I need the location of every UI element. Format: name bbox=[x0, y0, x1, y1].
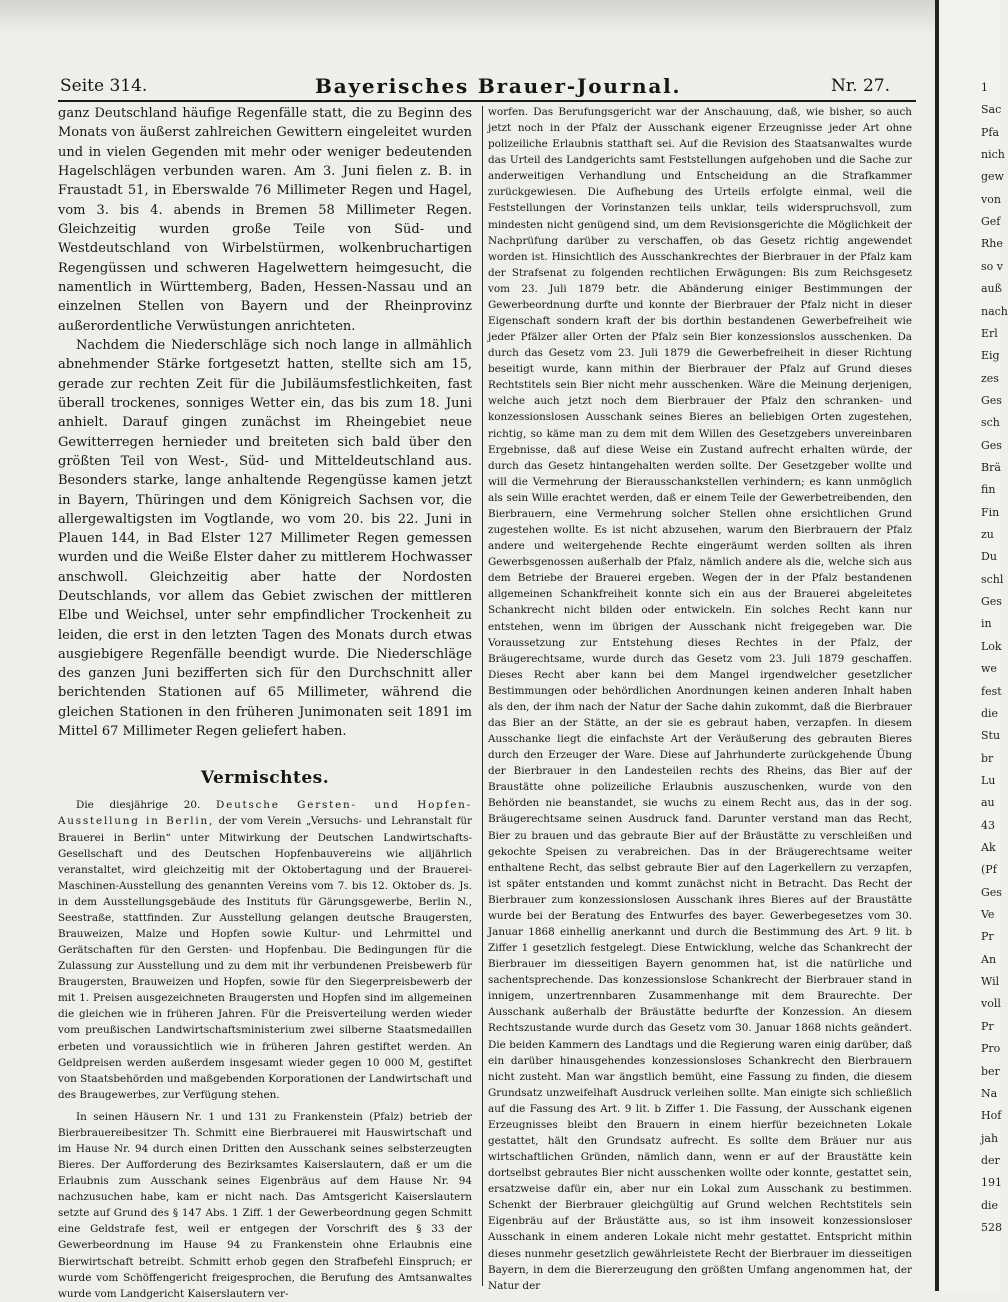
adjacent-page-fragment: Wil bbox=[981, 975, 1000, 989]
adjacent-page-fragment: zes bbox=[981, 371, 999, 385]
adjacent-page-fragment: Pro bbox=[981, 1042, 1001, 1056]
adjacent-page-fragment: auß bbox=[981, 282, 1002, 296]
weather-paragraph-1: ganz Deutschland häufige Regenfälle statt, die zu Beginn des Monats von äußerst zahlreichen Gewittern eingeleitet wurden und in vielen Gegenden mit mehr oder weniger bedeutenden Hagelschlägen verbunden waren. Am 3. Juni fielen z. B. in Fraustadt 51, in Eberswalde 76 Millimeter Regen und Hagel, vom 3. bis 4. abends in Bremen 58 Millimeter Regen. Gleichzeitig wurden große Teile von Süd- und Westdeutschland von Wirbelstürmen, wolkenbruchartigen Regengüssen und schweren Hagelwettern heimgesucht, die namentlich in Württemberg, Baden, Hessen-Nassau und an einzelnen Stellen von Bayern und der Rheinprovinz außerordentliche Verwüstungen anrichteten. bbox=[58, 106, 472, 334]
adjacent-page-fragment: Fin bbox=[981, 505, 1000, 519]
adjacent-page-fragment: voll bbox=[981, 997, 1001, 1011]
column-divider bbox=[482, 106, 483, 1286]
adjacent-page-fragment: (Pf bbox=[981, 863, 997, 877]
adjacent-page-fragment: 528 bbox=[981, 1221, 1002, 1234]
adjacent-page-fragment: Gef bbox=[981, 215, 1001, 229]
right-column bbox=[488, 104, 912, 1294]
page-top-shadow bbox=[0, 0, 1000, 34]
adjacent-page-fragment: Stu bbox=[981, 729, 1001, 743]
misc-paragraph-1-lead: Die diesjährige 20. bbox=[76, 799, 201, 812]
adjacent-page-fragment: 43 bbox=[981, 818, 995, 832]
adjacent-page-fragment: Ges bbox=[981, 393, 1002, 407]
court-ruling-paragraph: worfen. Das Berufungsgericht war der Anschauung, daß, wie bisher, so auch jetzt noch in der Pfalz der Ausschank eigener Erzeugnisse jeder Art ohne polizeiliche Erlaubnis statthaft sei. Auf die Revision des Staatsanwaltes wurde das Urteil des Landgerichts samt Feststellungen aufgehoben und die Sache zur anderweitigen Verhandlung und Entscheidung an die Strafkammer zurückgewiesen. Die Aufhebung des Urteils erfolgte einmal, weil die Feststellungen der Vorinstanzen teils unklar, teils widerspruchsvoll, zum mindesten nicht genügend sind, um dem Revisionsgerichte die Möglichkeit der Nachprüfung darüber zu verschaffen, ob das Gesetz richtig angewendet worden ist. Hinsichtlich des Ausschankrechtes der Bierbrauer in der Pfalz kam der Strafsenat zu folgenden rechtlichen Erwägungen: Bis zum Reichsgesetz vom 23. Juli 1879 betr. die Abänderung einiger Bestimmungen der Gewerbeordnung durfte und konnte der Bierbrauer der Pfalz nicht in dieser Eigenschaft sondern kraft der bis dorthin bestandenen Gewerbefreiheit wie jeder Pfälzer aller Orten der Pfalz sein Bier konzessionslos ausschenken. Da durch das Gesetz vom 23. Juli 1879 die Gewerbefreiheit in dieser Richtung beseitigt wurde, kann mithin der Bierbrauer der Pfalz auf Grund dieses Rechtstitels sein Bier nicht mehr ausschenken. Wäre die Meinung derjenigen, welche auch jetzt noch dem Bierbrauer der Pfalz den schranken- und konzessionslosen Ausschank seines Bieres an beliebigen Orten zugestehen, richtig, so käme man zu dem mit dem Willen des Gesetzgebers unvereinbaren Ergebnisse, daß auf diese Weise ein Zustand aufrecht erhalten würde, der durch das Gesetz hintangehalten werden sollte. Der Gesetzgeber wollte und will die Vermehrung der Bierausschankstellen verhindern; es kann unmöglich als sein Wille erachtet werden, daß er einem Teile der Gewerbetreibenden, den Bierbrauern, eine Vermehrung solcher Stellen ohne ersichtlichen Grund zugestehen wollte. Es ist nicht abzusehen, warum den Bierbrauern der Pfalz andere und weitergehende Rechte eingeräumt werden sollten als ihren Gewerbsgenossen außerhalb der Pfalz, nämlich andere als die, welche sich aus dem Betriebe der Brauerei ergeben. Wegen der in der Pfalz bestandenen allgemeinen Schankfreiheit konnte sich ein aus der Brauerei abgeleitetes Schankrecht nicht bilden oder entwickeln. Ein solches Recht kann nur entstehen, wenn im übrigen der Ausschank nicht freigegeben war. Die Voraussetzung zur Entstehung dieses Rechtes in der Pfalz, der Bräugerechtsame, wurde durch das Gesetz vom 23. Juli 1879 geschaffen. Dieses Recht aber kann bei dem Mangel irgendwelcher gesetzlicher Bestimmungen oder behördlichen Anordnungen keinen anderen Inhalt haben als den, der ihm nach der Natur der Sache dahin zukommt, daß die Bierbrauer das Bier an der Stätte, an der sie es gebraut haben, verzapfen. In diesem Ausschanke liegt die einfachste Art der Veräußerung des gebrauten Bieres durch den Erzeuger der Ware. Diese auf Jahrhunderte zurückgehende Übung der Bierbrauer in den Landesteilen rechts des Rheins, das Bier auf der Braustätte ohne polizeiliche Erlaubnis auszuschenken, wurde von den Behörden nie beanstandet, sie wuchs zu einem Recht aus, das in der sog. Bräugerechtsame seinen Ausdruck fand. Darunter verstand man das Recht, Bier zu brauen und das gebraute Bier auf der Bräustätte zu verschleißen und gekochte Speisen zu verabreichen. Das in der Bräugerechtsame weiter enthaltene Recht, das selbst gebraute Bier auf den Lagerkellern zu verzapfen, ist später entstanden und kommt zunächst nicht in Betracht. Das Recht der Bierbrauer zum konzessionslosen Ausschank ihres Bieres auf der Braustätte wurde bei der Beratung des Entwurfes des bayer. Gewerbegesetzes vom 30. Januar 1868 einhellig anerkannt und durch die Bestimmung des Art. 9 lit. b Ziffer 1 gesetzlich festgelegt. Diese Entwicklung, welche das Schankrecht der Bierbrauer im diesseitigen Bayern genommen hat, ist die natürliche und sachentsprechende. Das konzessionslose Schankrecht der Bierbrauer stand in innigem, unzertrennbaren Zusammenhange mit dem Braurechte. Der Ausschank außerhalb der Bräustätte bedurfte der Konzession. An diesem Rechtszustande wurde durch das Gesetz vom 30. Januar 1868 nichts geändert. Die beiden Kammern des Landtags und die Regierung waren einig darüber, daß ein darüber hinausgehendes konzessionsloses Schankrecht den Bierbrauern nicht zusteht. Man war ängstlich bemüht, eine Fassung zu finden, die diesem Grundsatz unzweifelhaft Ausdruck verleihen sollte. Man einigte sich schließlich auf die Fassung des Art. 9 lit. b Ziffer 1. Die Fassung, der Ausschank eigenen Erzeugnisses bleibt den Brauern in einem hierfür bezeichneten Lokale gestattet, hält den Grundsatz aufrecht. Es sollte dem Bräuer nur aus wirtschaftlichen Gründen, nämlich dann, wenn er auf der Braustätte kein dortselbst gebrautes Bier nicht ausschenken wollte oder konnte, gestattet sein, ersatzweise dafür ein, aber nur ein Lokal zum Ausschank zu bestimmen. Schenkt der Bierbrauer gleichgültig auf Grund welchen Rechtstitels sein Eigenbräu auf der Bräustätte aus, so ist ihm insoweit konzessionsloser Ausschank in einem anderen Lokale nicht mehr gestattet. Entspricht mithin dieses nunmehr gesetzlich gewährleistete Recht der Bierbrauer im diesseitigen Bayern, in dem die Biererzeugung den größten Umfang angenommen hat, der Natur der bbox=[488, 106, 912, 1292]
section-title: Vermischtes. bbox=[200, 768, 330, 789]
adjacent-page-fragment: Pr bbox=[981, 930, 994, 944]
adjacent-page-fragment: 191 bbox=[981, 1176, 1002, 1190]
misc-paragraph-2: In seinen Häusern Nr. 1 und 131 zu Frankenstein (Pfalz) betrieb der Bierbrauereibesitzer Th. Schmitt eine Bierbrauerei mit Hauswirtschaft und im Hause Nr. 94 durch einen Dritten den Ausschank seines selbsterzeugten Bieres. Der Aufforderung des Bezirksamtes Kaiserslautern, daß er um die Erlaubnis zum Ausschank seines Eigenbräus auf dem Hause Nr. 94 nachzusuchen habe, kam er nicht nach. Das Amtsgericht Kaiserslautern setzte auf Grund des § 147 Abs. 1 Ziff. 1 der Gewerbeordnung gegen Schmitt eine Geldstrafe fest, weil er entgegen der Vorschrift des § 33 der Gewerbeordnung im Hause 94 zu Frankenstein ohne Erlaubnis eine Bierwirtschaft betreibt. Schmitt erhob gegen den Strafbefehl Einspruch; er wurde vom Schöffengericht freigesprochen, die Berufung des Amtsanwaltes wurde vom Landgericht Kaiserslautern ver- bbox=[58, 1110, 472, 1300]
exhibition-name: Deutsche Gersten- und Hopfen-Ausstellung in Berlin, bbox=[58, 799, 472, 828]
adjacent-page-fragment: der bbox=[981, 1153, 1000, 1167]
adjacent-page-fragment: br bbox=[981, 751, 994, 765]
adjacent-page-fragment: 1 bbox=[981, 81, 988, 94]
adjacent-page-fragment: Pfa bbox=[981, 125, 1000, 139]
adjacent-page-fragment: au bbox=[981, 796, 995, 810]
adjacent-page-fragment: Hof bbox=[981, 1109, 1002, 1123]
adjacent-page-fragment: gew bbox=[981, 170, 1004, 184]
adjacent-page-fragment: Ges bbox=[981, 438, 1002, 452]
adjacent-page-fragment: in bbox=[981, 617, 992, 631]
adjacent-page-fragment: jah bbox=[981, 1131, 999, 1145]
adjacent-page-fragment: die bbox=[981, 706, 999, 720]
adjacent-page-fragment: Ges bbox=[981, 595, 1002, 609]
header-rule bbox=[58, 100, 916, 102]
adjacent-page-fragment: sch bbox=[981, 416, 1000, 430]
adjacent-page-fragment: Pr bbox=[981, 1019, 994, 1033]
adjacent-page-fragment: nich bbox=[981, 148, 1005, 162]
adjacent-page-fragment: Na bbox=[981, 1086, 998, 1100]
adjacent-page-fragment: Du bbox=[981, 550, 997, 564]
journal-title: Bayerisches Brauer-Journal. bbox=[315, 74, 682, 98]
adjacent-page-fragment: Ve bbox=[981, 908, 995, 922]
adjacent-page-fragment: Ak bbox=[981, 841, 996, 854]
adjacent-page-fragment: zu bbox=[981, 528, 994, 542]
adjacent-page-fragment: An bbox=[981, 952, 997, 966]
issue-number: Nr. 27. bbox=[831, 76, 890, 96]
left-column bbox=[58, 104, 472, 1302]
adjacent-page-fragment: Rhe bbox=[981, 237, 1003, 251]
adjacent-page-fragment: nach bbox=[981, 304, 1008, 318]
adjacent-page-fragment: Brä bbox=[981, 461, 1001, 474]
adjacent-page-fragment: so v bbox=[981, 259, 1003, 273]
adjacent-page-fragment: Ges bbox=[981, 885, 1002, 899]
adjacent-page-fragment: Lu bbox=[981, 773, 996, 787]
page-number: Seite 314. bbox=[60, 76, 148, 96]
misc-paragraph-1 bbox=[58, 797, 472, 1102]
adjacent-page-fragment: Eig bbox=[981, 349, 1000, 363]
adjacent-page-fragment: fest bbox=[981, 684, 1002, 698]
adjacent-page-fragment: von bbox=[981, 192, 1001, 206]
adjacent-page-fragment: die bbox=[981, 1198, 999, 1212]
weather-paragraph-2: Nachdem die Niederschläge sich noch lange in allmählich abnehmender Stärke fortgesetzt hatten, stellte sich am 15, gerade zur rechten Zeit für die Jubiläumsfestlichkeiten, fast überall trockenes, sonniges Wetter ein, das bis zum 18. Juni anhielt. Darauf gingen zunächst im Rheingebiet neue Gewitterregen hernieder und breiteten sich bald über den größten Teil von West-, Süd- und Mitteldeutschland aus. Besonders starke, lange anhaltende Regengüsse kamen jetzt in Bayern, Thüringen und dem Königreich Sachsen vor, die allergewaltigsten im Vogtlande, wo vom 20. bis 22. Juni in Plauen 144, in Bad Elster 127 Millimeter Regen gemessen wurden und die Weiße Elster daher zu mittlerem Hochwasser anschwoll. Gleichzeitig aber hatte der Nordosten Deutschlands, vor allem das Gebiet zwischen der mittleren Elbe und Weichsel, unter sehr empfindlicher Trockenheit zu leiden, die erst in den letzten Tagen des Monats durch etwas ausgiebigere Regenfälle beendigt wurde. Die Niederschläge des ganzen Juni bezifferten sich für den Durchschnitt aller berichtenden Stationen auf 65 Millimeter, während die gleichen Stationen in den früheren Junimonaten seit 1891 im Mittel 67 Millimeter Regen geliefert haben. bbox=[58, 338, 472, 740]
misc-paragraph-1-body: der vom Verein „Versuchs- und Lehranstalt für Brauerei in Berlin“ unter Mitwirkung der Deutschen Landwirtschafts-Gesellschaft und des Deutschen Hopfenbauvereins wie alljährlich veranstaltet, wird gleichzeitig mit der Oktobertagung und der Brauerei-Maschinen-Ausstellung des genannten Vereins vom 7. bis 12. Oktober ds. Js. in dem Ausstellungsgebäude des Instituts für Gärungsgewerbe, Berlin N., Seestraße, stattfinden. Zur Ausstellung gelangen deutsche Braugersten, Brauweizen, Malze und Hopfen sowie Kultur- und Lehrmittel und Gerätschaften für den Gersten- und Hopfenbau. Die Bedingungen für die Zulassung zur Ausstellung und zu dem mit ihr verbundenen Preisbewerb für Braugersten, Brauweizen und Hopfen, sowie für den Siegerpreisbewerb der mit 1. Preisen ausgezeichneten Braugersten und Hopfen sind im allgemeinen die gleichen wie in früheren Jahren. Für die Preisverteilung werden wieder vom preußischen Landwirtschaftsministerium zwei silberne Staatsmedaillen erbeten und voraussichtlich wie in früheren Jahren gestiftet werden. An Geldpreisen werden außerdem insgesamt wieder gegen 10 000 M, gestiftet von Staatsbehörden und maßgebenden Korporationen der Landwirtschaft und des Braugewerbes, zur Verfügung stehen. bbox=[58, 815, 472, 1101]
adjacent-page-fragment: we bbox=[981, 662, 997, 676]
adjacent-page-fragment: Lok bbox=[981, 639, 1002, 653]
adjacent-page-fragment: fin bbox=[981, 483, 996, 497]
adjacent-page-fragment: schl bbox=[981, 572, 1004, 586]
adjacent-page-fragment: Erl bbox=[981, 326, 998, 340]
adjacent-page-fragment: ber bbox=[981, 1064, 1000, 1078]
adjacent-page-fragment: Sac bbox=[981, 103, 1002, 117]
